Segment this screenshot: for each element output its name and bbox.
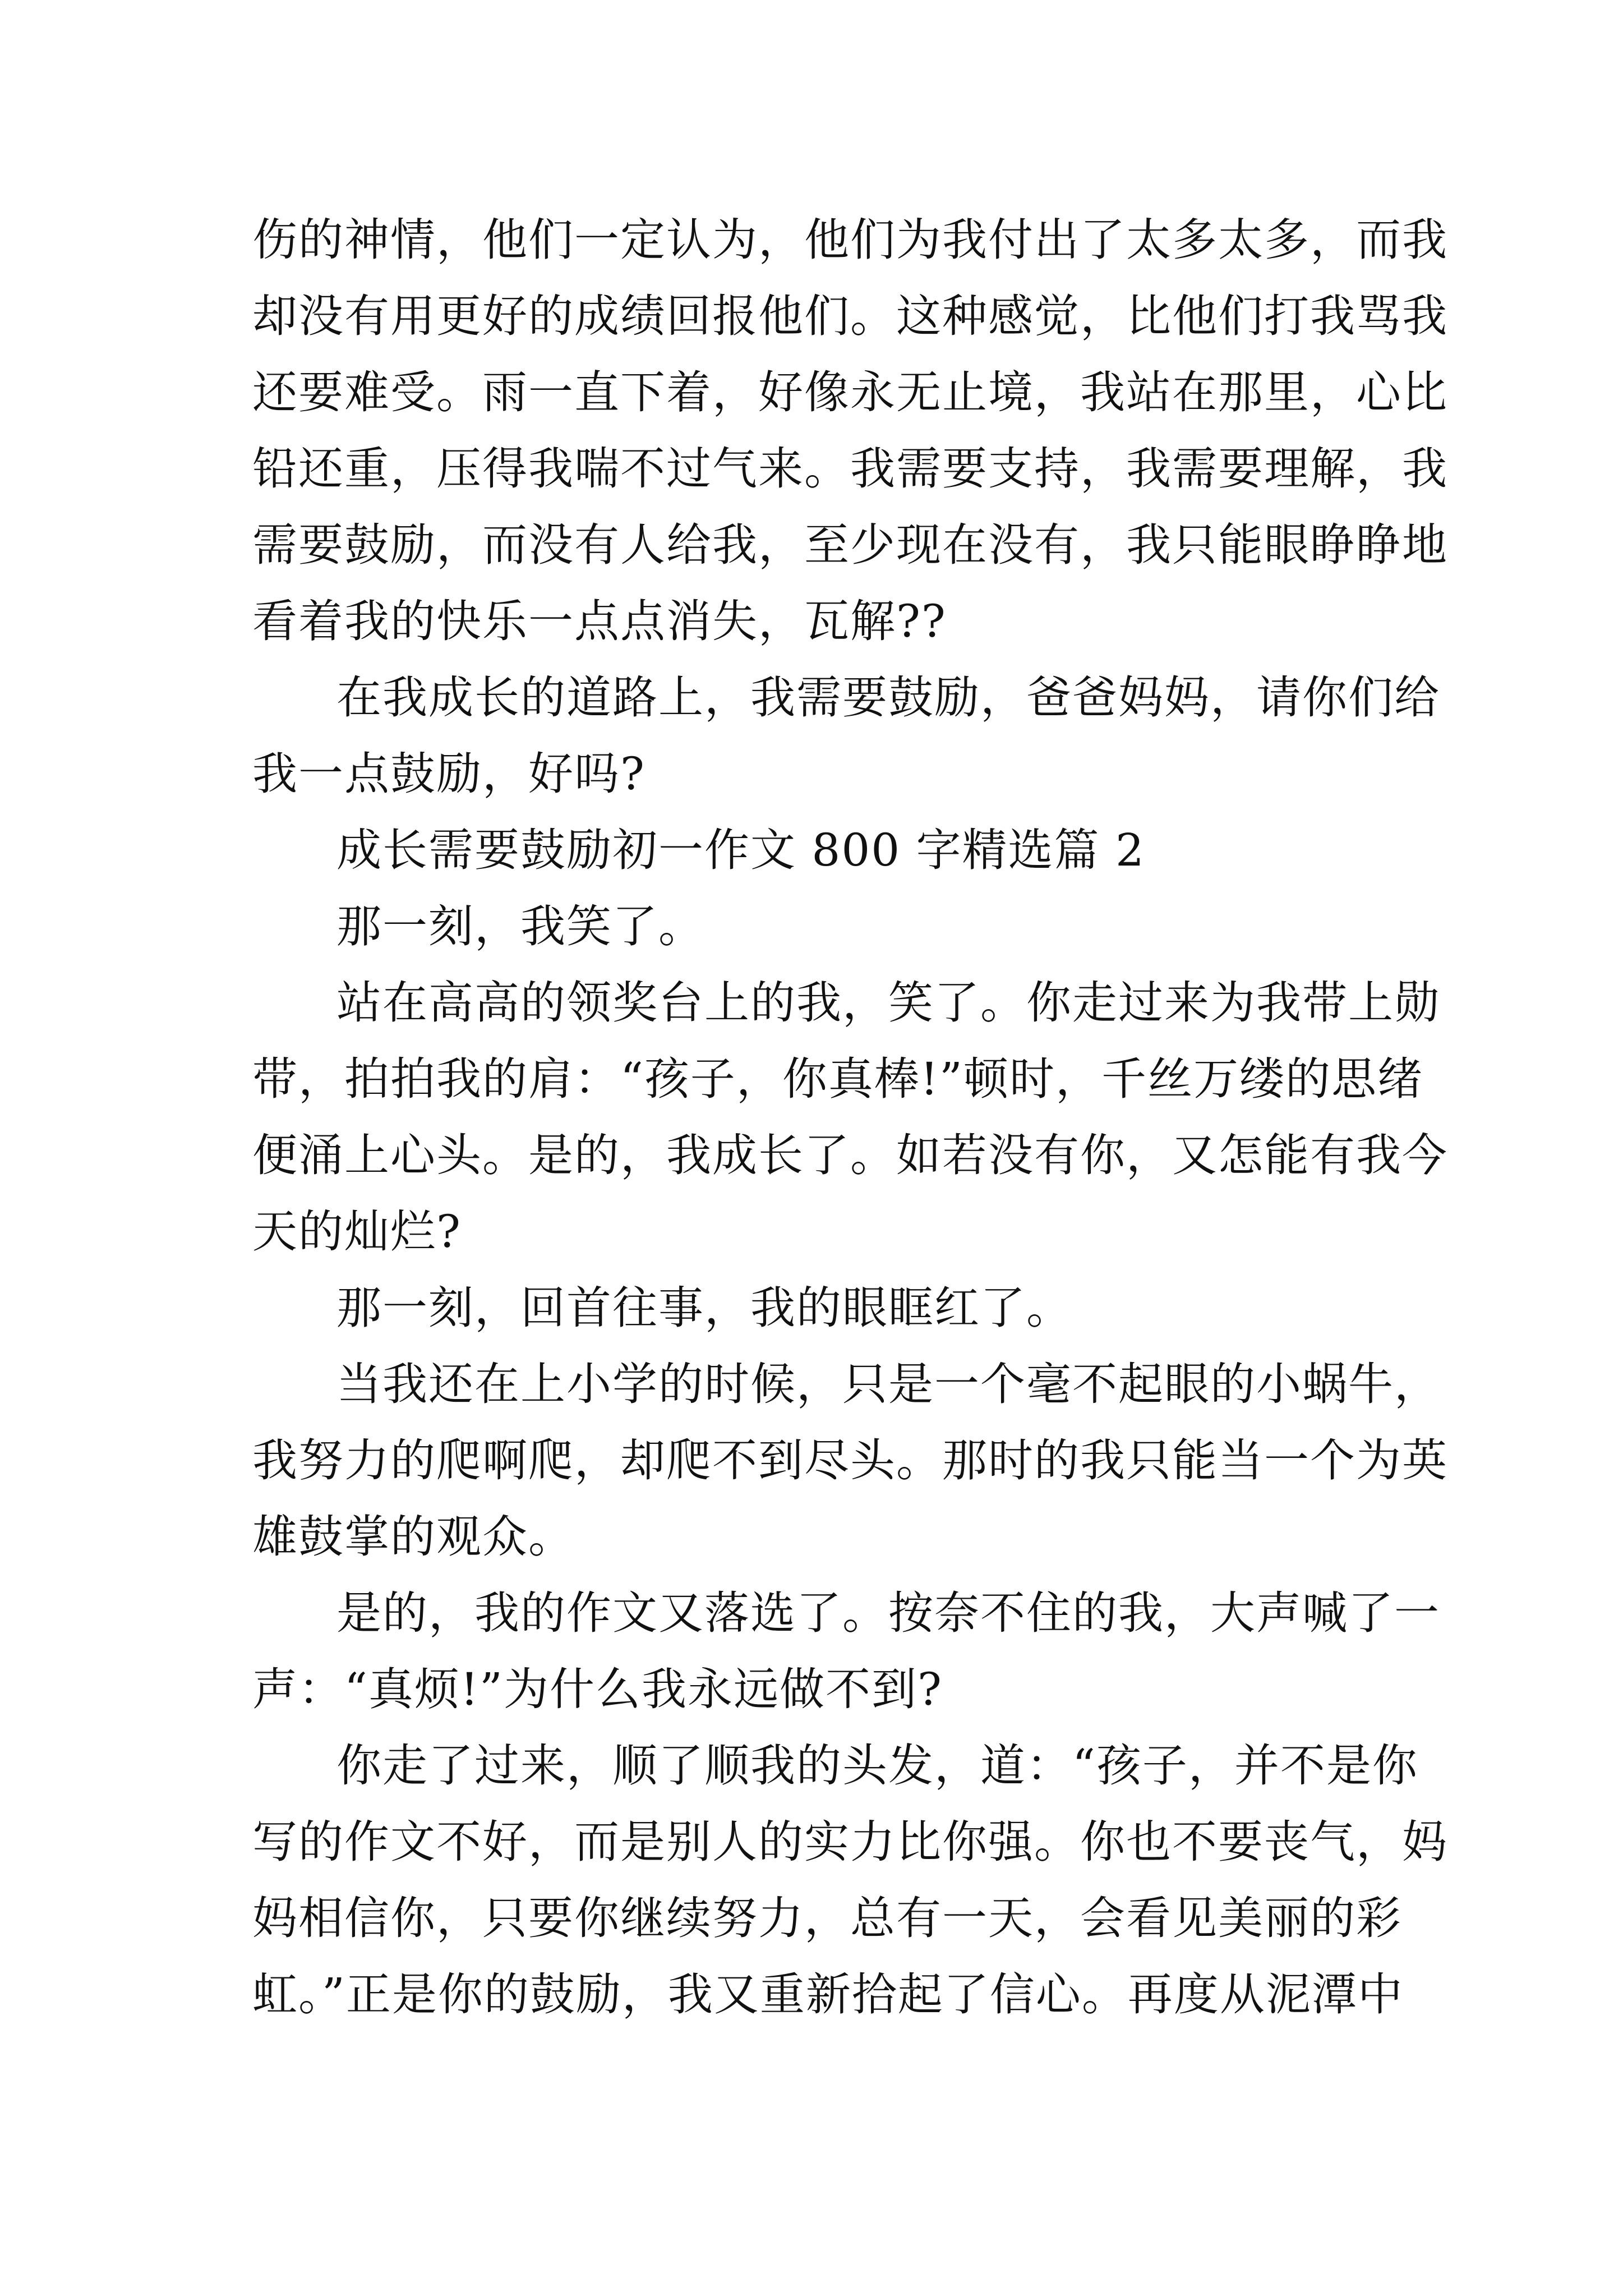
paragraph-start-line: 你走了过来，顺了顺我的头发，道：“孩子，并不是你	[336, 1740, 1418, 1792]
paragraph-start-line: 当我还在上小学的时候，只是一个毫不起眼的小蜗牛，	[336, 1358, 1440, 1410]
paragraph-start-line: 那一刻，我笑了。	[336, 900, 704, 953]
paragraph-start-line: 那一刻，回首往事，我的眼眶红了。	[336, 1282, 1072, 1334]
text-line: 伤的神情，他们一定认为，他们为我付出了太多太多，而我	[252, 214, 1448, 266]
paragraph-start-line: 在我成长的道路上，我需要鼓励，爸爸妈妈，请你们给	[336, 671, 1440, 724]
paragraph-start-line: 是的，我的作文又落选了。按奈不住的我，大声喊了一	[336, 1587, 1440, 1639]
text-line: 便涌上心头。是的，我成长了。如若没有你，又怎能有我今	[252, 1129, 1448, 1181]
body-text	[252, 202, 1448, 2033]
paragraph-start-line: 站在高高的领奖台上的我，笑了。你走过来为我带上勋	[336, 977, 1440, 1029]
section-heading: 成长需要鼓励初一作文 800 字精选篇 2	[336, 824, 1145, 876]
text-line: 声：“真烦!”为什么我永远做不到?	[252, 1663, 943, 1715]
text-line: 还要难受。雨一直下着，好像永无止境，我站在那里，心比	[252, 366, 1448, 418]
text-line: 妈相信你，只要你继续努力，总有一天，会看见美丽的彩	[252, 1892, 1402, 1944]
text-line: 看着我的快乐一点点消失，瓦解??	[252, 595, 947, 647]
text-line: 带，拍拍我的肩：“孩子，你真棒!”顿时，千丝万缕的思绪	[252, 1053, 1423, 1105]
text-line: 却没有用更好的成绩回报他们。这种感觉，比他们打我骂我	[252, 290, 1448, 342]
text-line: 写的作文不好，而是别人的实力比你强。你也不要丧气，妈	[252, 1816, 1448, 1868]
text-line: 我努力的爬啊爬，却爬不到尽头。那时的我只能当一个为英	[252, 1434, 1448, 1487]
text-line: 铅还重，压得我喘不过气来。我需要支持，我需要理解，我	[252, 443, 1448, 495]
text-line: 天的灿烂?	[252, 1205, 462, 1258]
text-line: 我一点鼓励，好吗?	[252, 748, 645, 800]
text-line: 雄鼓掌的观众。	[252, 1511, 574, 1563]
text-line: 虹。”正是你的鼓励，我又重新拾起了信心。再度从泥潭中	[252, 1968, 1404, 2021]
text-line: 需要鼓励，而没有人给我，至少现在没有，我只能眼睁睁地	[252, 519, 1448, 571]
